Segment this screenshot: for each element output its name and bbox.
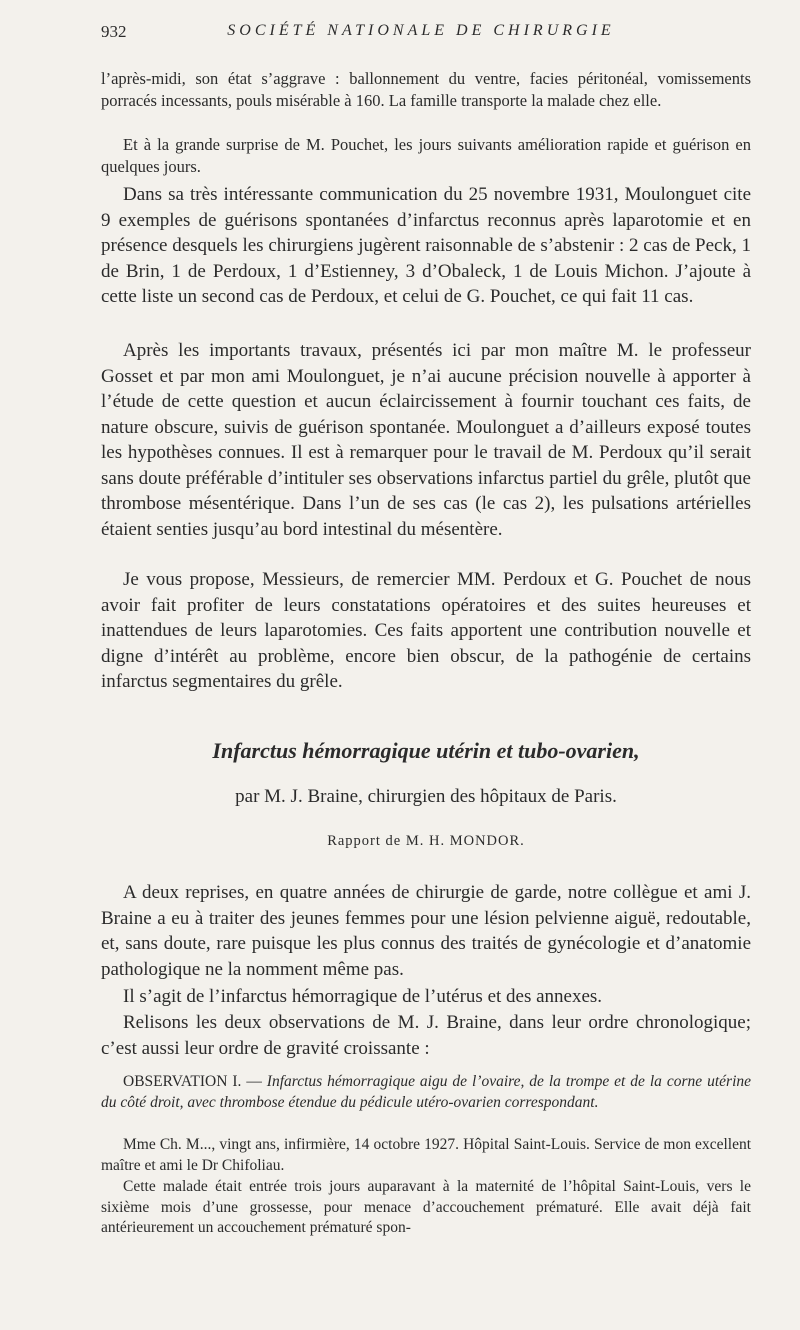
paragraph-moulonguet: Dans sa très intéressante communication du 25 novembre 1931, Moulonguet cite 9 exemples de guérisons spontanées d’infarctus reconnus après laparotomie et en présence desquels les chirurgiens jugèrent raisonnable de s’abstenir : 2 cas de Peck, 1 de Brin, 1 de Perdoux, 1 d’Estienney, 3 d’Obaleck, 1 de Louis Michon. J’ajoute à cette liste un second cas de Perdoux, et celui de G. Pouchet, ce qui fait 11 cas.: [101, 184, 751, 307]
paragraph-intro: A deux reprises, en quatre années de chirurgie de garde, notre collègue et ami J. Braine a eu à traiter des jeunes femmes pour une lésion pelvienne aiguë, redoutable, et, sans doute, rare puisque les plus connus des traités de gynécologie et d’anatomie pathologique ne la nomment même pas.: [101, 882, 751, 980]
paragraph-infarctus: Il s’agit de l’infarctus hémorragique de l’utérus et des annexes.: [123, 986, 603, 1007]
observation-paragraph-1: Mme Ch. M..., vingt ans, infirmière, 14 octobre 1927. Hôpital Saint-Louis. Service de mon excellent maître et ami le Dr Chifoliau.: [101, 1136, 751, 1174]
observation-label: OBSERVATION I. —: [123, 1073, 262, 1090]
observation-heading: [101, 1072, 751, 1113]
paragraph-observations: Relisons les deux observations de M. J. Braine, dans leur ordre chronologique; c’est aussi leur ordre de gravité croissante :: [101, 1012, 751, 1059]
page-number: 932: [101, 22, 127, 41]
paragraph-conclusion: Je vous propose, Messieurs, de remercier MM. Perdoux et G. Pouchet de nous avoir fait profiter de leurs constatations opératoires et des suites heureuses et inattendues de leurs laparotomies. Ces faits apportent une contribution nouvelle et digne d’intérêt au problème, encore bien obscur, de la pathogénie de certains infarctus segmentaires du grêle.: [101, 569, 751, 692]
observation-title: Infarctus hémorragique aigu de l’ovaire, de la trompe et de la corne utérine du côté droit, avec thrombose étendue du pédicule utéro-ovarien correspondant.: [101, 1073, 752, 1111]
paragraph-recovery: Et à la grande surprise de M. Pouchet, les jours suivants amélioration rapide et guérison en quelques jours.: [101, 135, 751, 176]
report-line: Rapport de M. H. MONDOR.: [327, 833, 525, 849]
page-header: [101, 22, 741, 46]
paragraph-continuation: l’après-midi, son état s’aggrave : ballonnement du ventre, facies péritonéal, vomissements porracés incessants, pouls misérable à 160. La famille transporte la malade chez elle.: [101, 69, 751, 110]
article-title: Infarctus hémorragique utérin et tubo-ovarien,: [212, 738, 640, 763]
observation-paragraph-2: Cette malade était entrée trois jours auparavant à la maternité de l’hôpital Saint-Louis, vers le sixième mois d’une grossesse, pour menace d’accouchement prématuré. Elle avait déjà fait antérieurement un accouchement prématuré spon-: [101, 1178, 751, 1236]
paragraph-travaux: Après les importants travaux, présentés ici par mon maître M. le professeur Gosset et par mon ami Moulonguet, je n’ai aucune précision nouvelle à apporter à l’étude de cette question et aucun éclaircissement à fournir touchant ces faits, de nature obscure, suivis de guérison spontanée. Moulonguet a d’ailleurs exposé toutes les hypothèses connues. Il est à remarquer pour le travail de M. Perdoux qu’il serait sans doute préférable d’intituler ses observations infarctus partiel du grêle, plutôt que thrombose mésentérique. Dans l’un de ses cas (le cas 2), les pulsations artérielles étaient senties jusqu’au bord intestinal du mésentère.: [101, 340, 751, 540]
running-title: SOCIÉTÉ NATIONALE DE CHIRURGIE: [227, 22, 615, 39]
article-byline: par M. J. Braine, chirurgien des hôpitaux de Paris.: [235, 786, 617, 807]
